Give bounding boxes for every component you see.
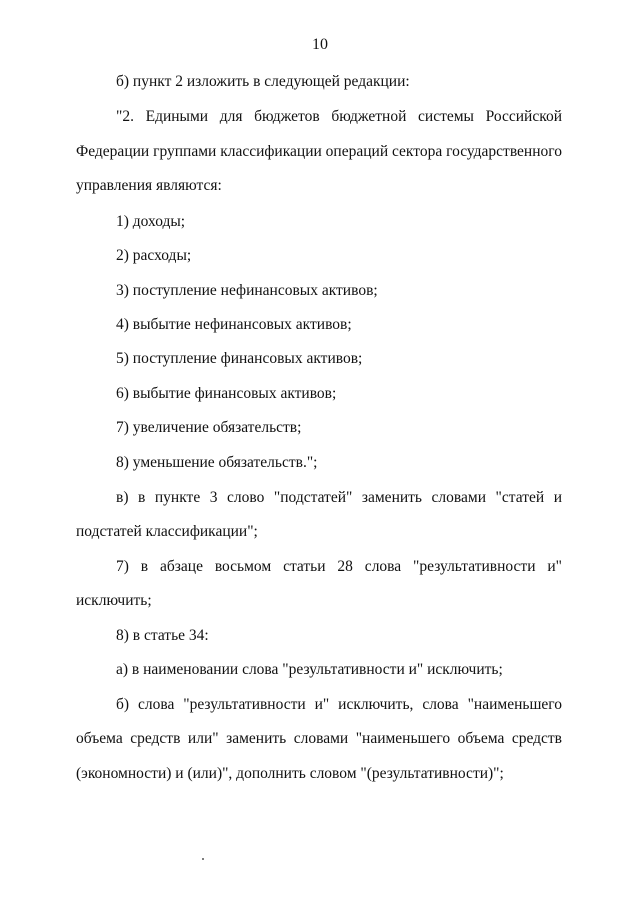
list-item: 1) доходы; xyxy=(116,213,186,230)
paragraph-line: подстатей классификации"; xyxy=(76,523,258,540)
paragraph-line: "2. Едиными для бюджетов бюджетной системы Российской xyxy=(116,108,562,125)
paragraph-line: (экономности) и (или)", дополнить словом "(результативности)"; xyxy=(76,765,504,782)
page-number: 10 xyxy=(312,36,328,53)
paragraph-line: управления являются: xyxy=(76,177,222,194)
paragraph-line: б) пункт 2 изложить в следующей редакции: xyxy=(116,73,410,90)
paragraph-line: 7) в абзаце восьмом статьи 28 слова "результативности и" xyxy=(116,558,562,575)
list-item: 5) поступление финансовых активов; xyxy=(116,350,363,367)
list-item: 7) увеличение обязательств; xyxy=(116,419,302,436)
paragraph-line: а) в наименовании слова "результативности и" исключить; xyxy=(116,661,503,678)
list-item: 2) расходы; xyxy=(116,247,192,264)
list-item: 6) выбытие финансовых активов; xyxy=(116,385,337,402)
list-item: 3) поступление нефинансовых активов; xyxy=(116,282,378,299)
scan-speck xyxy=(202,858,204,860)
paragraph-line: Федерации группами классификации операций сектора государственного xyxy=(76,143,562,160)
list-item: 8) уменьшение обязательств."; xyxy=(116,454,318,471)
list-item: 4) выбытие нефинансовых активов; xyxy=(116,316,352,333)
paragraph-line: объема средств или" заменить словами "наименьшего объема средств xyxy=(76,730,562,747)
paragraph-line: б) слова "результативности и" исключить, слова "наименьшего xyxy=(116,696,562,713)
paragraph-line: 8) в статье 34: xyxy=(116,627,209,644)
paragraph-line: исключить; xyxy=(76,592,152,609)
paragraph-line: в) в пункте 3 слово "подстатей" заменить словами "статей и xyxy=(116,489,562,506)
